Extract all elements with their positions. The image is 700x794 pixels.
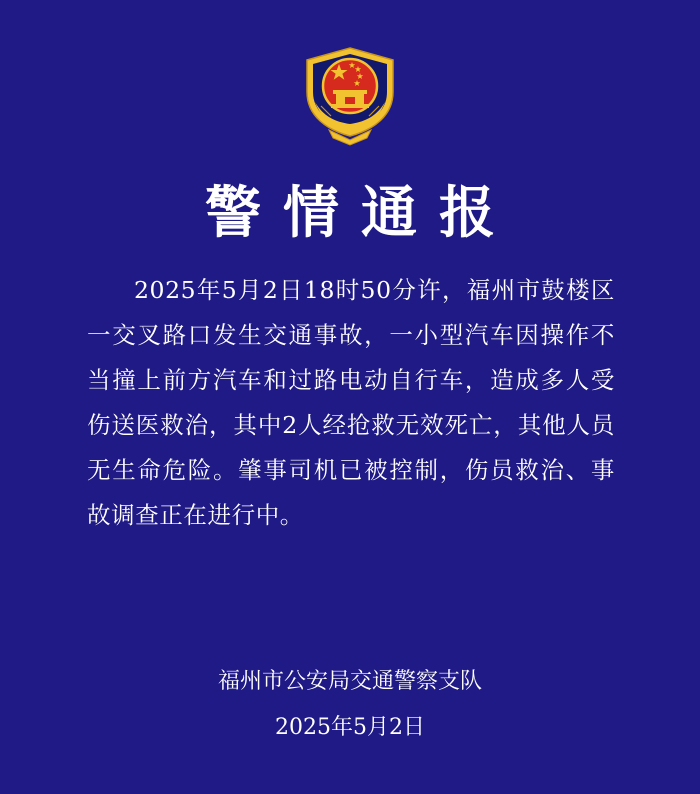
issuer-name: 福州市公安局交通警察支队 <box>217 669 482 694</box>
signature-block <box>0 659 700 751</box>
issue-date: 2025年5月2日 <box>275 715 425 740</box>
page-title: 警情通报 <box>205 181 517 246</box>
notice-body: 2025年5月2日18时50分许，福州市鼓楼区一交叉路口发生交通事故，一小型汽车因操作不当撞上前方汽车和过路电动自行车，造成多人受伤送医救治，其中2人经抢救无效死亡，其他人员无生命危险。肇事司机已被控制，伤员救治、事故调查正在进行中。 <box>87 276 615 529</box>
police-emblem-icon <box>301 46 399 146</box>
